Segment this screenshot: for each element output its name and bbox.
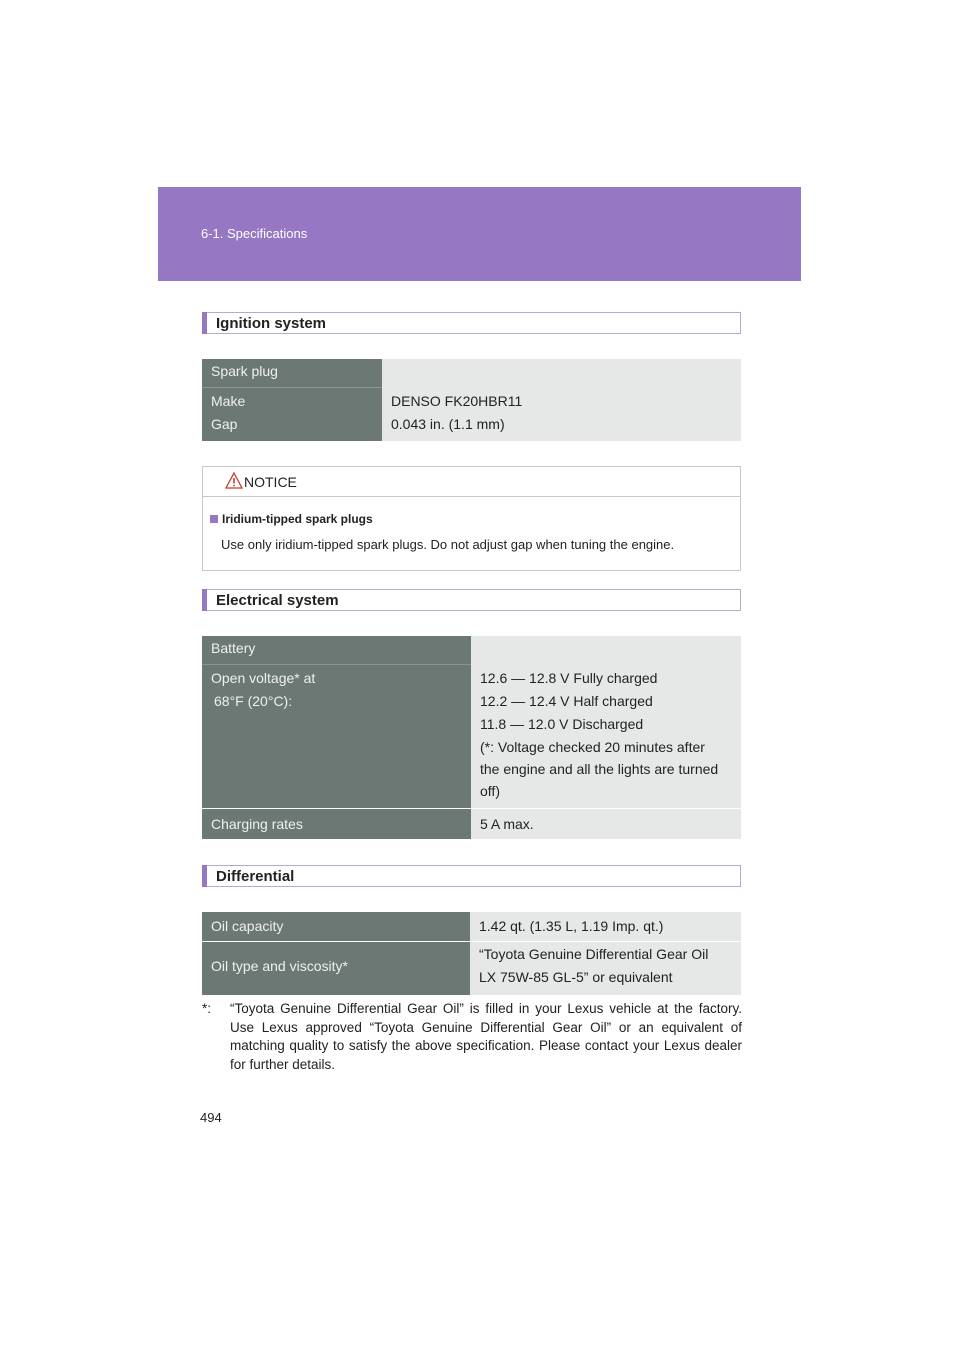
heading-accent-bar (202, 589, 207, 611)
differential-table (202, 912, 741, 995)
page-number: 494 (200, 1110, 222, 1125)
warning-triangle-icon (225, 472, 243, 489)
make-value: DENSO FK20HBR11 (391, 393, 523, 409)
voltage-note-line-3: off) (480, 783, 500, 799)
square-bullet-icon (210, 515, 218, 523)
gap-value: 0.043 in. (1.1 mm) (391, 416, 505, 432)
oil-type-value-line-1: “Toyota Genuine Differential Gear Oil (479, 946, 709, 962)
notice-box (202, 466, 741, 571)
voltage-half-charged: 12.2 — 12.4 V Half charged (480, 693, 653, 709)
battery-label-cell (202, 636, 471, 808)
oil-type-label-cell (202, 942, 470, 995)
charging-value-cell (471, 809, 741, 839)
electrical-system-heading (202, 589, 741, 611)
notice-title: NOTICE (244, 474, 297, 490)
chapter-header (158, 187, 801, 281)
electrical-system-title: Electrical system (216, 592, 339, 609)
make-label: Make (211, 393, 246, 409)
ignition-table (202, 359, 741, 441)
footnote-mark: *: (202, 1001, 212, 1016)
section-title: 6-1. Specifications (201, 226, 308, 241)
voltage-fully-charged: 12.6 — 12.8 V Fully charged (480, 670, 658, 686)
voltage-discharged: 11.8 — 12.0 V Discharged (480, 716, 644, 732)
notice-body: Use only iridium-tipped spark plugs. Do not adjust gap when tuning the engine. (221, 537, 675, 552)
oil-type-label: Oil type and viscosity* (211, 958, 348, 974)
ignition-label-cell (202, 359, 382, 441)
charging-rates-label: Charging rates (211, 816, 303, 832)
notice-header (203, 467, 740, 497)
electrical-table (202, 636, 741, 839)
voltage-note-line-1: (*: Voltage checked 20 minutes after (480, 739, 705, 755)
heading-accent-bar (202, 312, 207, 334)
oil-capacity-label-cell (202, 912, 470, 941)
differential-heading (202, 865, 741, 887)
row-divider (202, 664, 471, 665)
footnote (202, 1000, 742, 1074)
gap-label: Gap (211, 416, 238, 432)
oil-capacity-value-cell (470, 912, 741, 941)
notice-subheading (210, 512, 373, 526)
heading-accent-bar (202, 865, 207, 887)
differential-title: Differential (216, 868, 295, 885)
voltage-note-line-2: the engine and all the lights are turned (480, 761, 719, 777)
oil-type-value-line-2: LX 75W-85 GL-5” or equivalent (479, 969, 673, 985)
oil-capacity-value: 1.42 qt. (1.35 L, 1.19 Imp. qt.) (479, 918, 664, 934)
footnote-text: “Toyota Genuine Differential Gear Oil” is filled in your Lexus vehicle at the factory. Use Lexus approved “Toyota Genuine Differential Gear Oil” or an equivalent of matching quality to satisfy the above specification. Please contact your Lexus dealer for further details. (230, 1001, 742, 1072)
oil-capacity-label: Oil capacity (211, 918, 284, 934)
row-divider (202, 387, 382, 388)
spark-plug-label: Spark plug (211, 363, 278, 379)
open-voltage-label: Open voltage* at (211, 670, 316, 686)
charging-rates-value: 5 A max. (480, 816, 534, 832)
ignition-value-cell (382, 359, 741, 441)
notice-subheading-text: Iridium-tipped spark plugs (222, 512, 373, 526)
ignition-system-heading (202, 312, 741, 334)
oil-type-value-cell (470, 942, 741, 995)
ignition-system-title: Ignition system (216, 315, 327, 332)
battery-label: Battery (211, 640, 256, 656)
temperature-label: 68°F (20°C): (214, 693, 293, 709)
charging-label-cell (202, 809, 471, 839)
battery-value-cell (471, 636, 741, 808)
